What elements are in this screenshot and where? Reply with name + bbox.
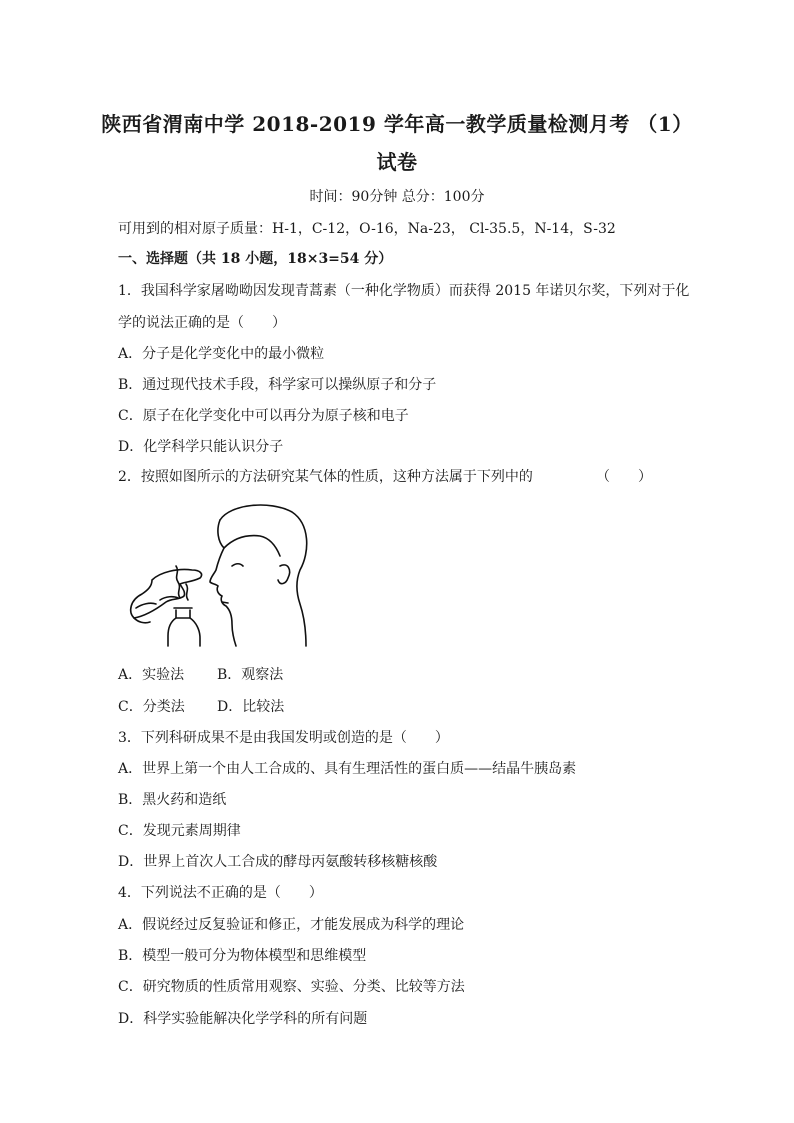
exam-title-line2: 试卷 — [376, 150, 418, 174]
question-4-option-c: C．研究物质的性质常用观察、实验、分类、比较等方法 — [118, 979, 465, 995]
question-3-stem: 3．下列科研成果不是由我国发明或创造的是（ ） — [118, 730, 449, 746]
question-2-option-a: A．实验法 — [118, 667, 185, 683]
question-1-stem-line1: 1．我国科学家屠呦呦因发现青蒿素（一种化学物质）而获得 2015 年诺贝尔奖，下列对于化 — [118, 283, 690, 299]
atomic-masses: 可用到的相对原子质量：H-1，C-12，O-16，Na-23， Cl-35.5，N-14，S-32 — [118, 221, 616, 237]
question-1-option-c: C．原子在化学变化中可以再分为原子核和电子 — [118, 408, 409, 424]
question-4-option-b: B．模型一般可分为物体模型和思维模型 — [118, 948, 367, 964]
question-2-answer-paren: （ ） — [596, 469, 652, 485]
section-heading: 一、选择题（共 18 小题，18×3=54 分） — [118, 251, 393, 267]
question-4-stem: 4．下列说法不正确的是（ ） — [118, 885, 323, 901]
question-2-stem: 2．按照如图所示的方法研究某气体的性质，这种方法属于下列中的 — [118, 469, 533, 485]
question-3-option-a: A．世界上第一个由人工合成的、具有生理活性的蛋白质——结晶牛胰岛素 — [118, 761, 577, 777]
question-3-option-b: B．黑火药和造纸 — [118, 792, 227, 808]
question-1-option-d: D．化学科学只能认识分子 — [118, 439, 284, 455]
question-1-option-b: B．通过现代技术手段，科学家可以操纵原子和分子 — [118, 377, 437, 393]
question-1-stem-line2: 学的说法正确的是（ ） — [118, 315, 286, 331]
question-3-option-d: D．世界上首次人工合成的酵母丙氨酸转移核糖核酸 — [118, 854, 438, 870]
question-2-option-c: C．分类法 — [118, 699, 185, 715]
question-4-option-a: A．假说经过反复验证和修正，才能发展成为科学的理论 — [118, 917, 465, 933]
question-2-option-d: D．比较法 — [217, 699, 285, 715]
question-2-options-row1 — [118, 664, 283, 684]
exam-time-info: 时间：90分钟 总分：100分 — [309, 189, 485, 205]
exam-title-line1: 陕西省渭南中学 2018-2019 学年高一教学质量检测月考 （1） — [101, 112, 693, 136]
wafting-gas-illustration — [120, 500, 320, 650]
question-4-option-d: D．科学实验能解决化学学科的所有问题 — [118, 1011, 368, 1027]
question-2-option-b: B．观察法 — [217, 667, 284, 683]
question-1-option-a: A．分子是化学变化中的最小微粒 — [118, 346, 325, 362]
question-2-options-row2 — [118, 696, 284, 716]
question-3-option-c: C．发现元素周期律 — [118, 823, 241, 839]
